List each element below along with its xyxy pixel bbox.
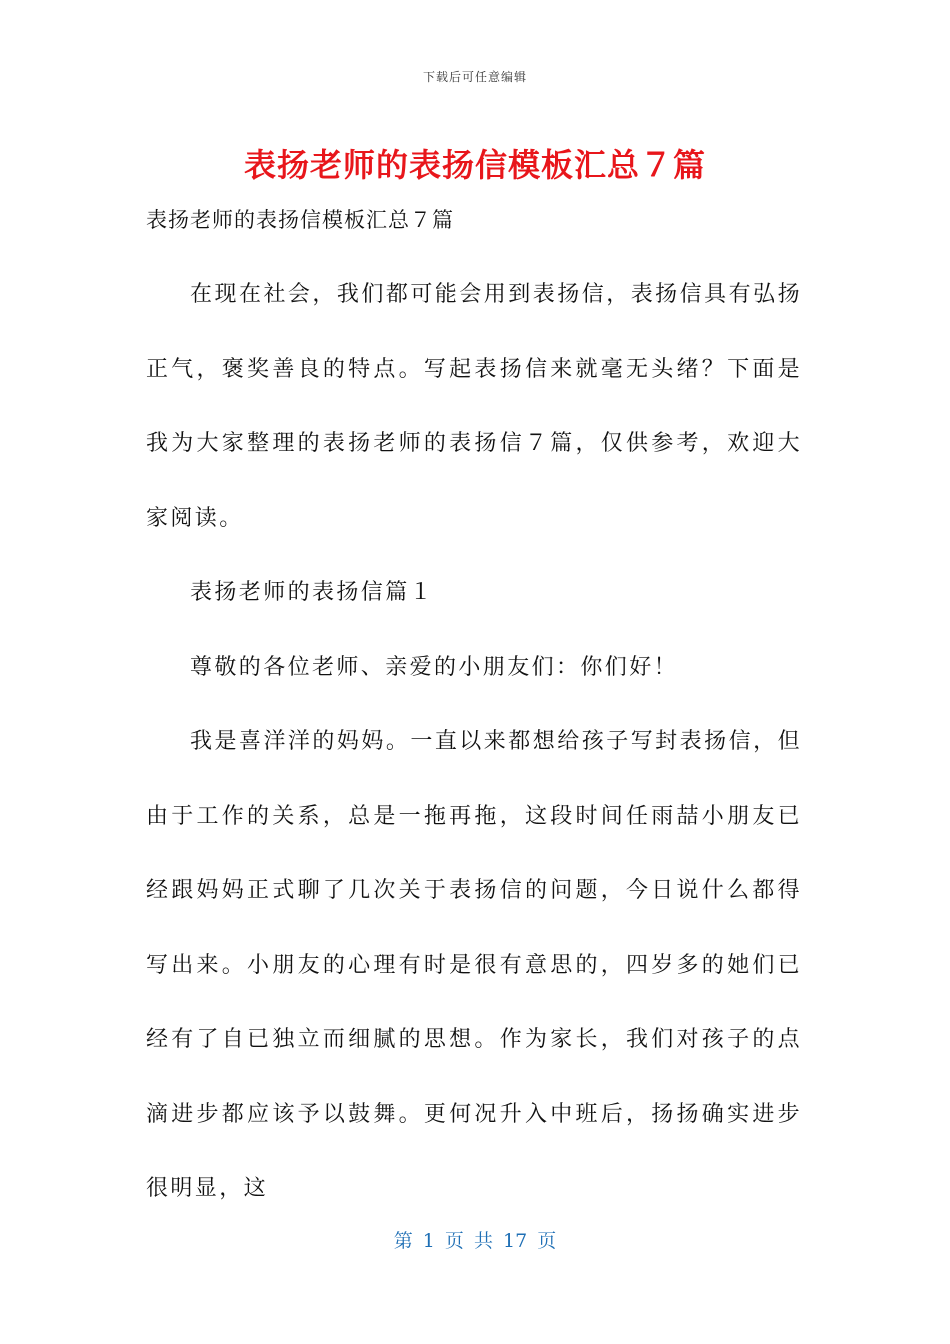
letter-body-paragraph: 我是喜洋洋的妈妈。一直以来都想给孩子写封表扬信，但由于工作的关系，总是一拖再拖，这段时间任雨喆小朋友已经跟妈妈正式聊了几次关于表扬信的问题，今日说什么都得写出来。小朋友的心理有时是很有意思的，四岁多的她们已经有了自已独立而细腻的思想。作为家长，我们对孩子的点滴进步都应该予以鼓舞。更何况升入中班后，扬扬确实进步很明显，这 xyxy=(146,729,802,1201)
salutation-paragraph: 尊敬的各位老师、亲爱的小朋友们：你们好！ xyxy=(190,654,679,680)
document-subtitle: 表扬老师的表扬信模板汇总７篇 xyxy=(146,208,454,232)
page-indicator: 第 1 页 共 17 页 xyxy=(393,1230,557,1252)
intro-paragraph: 在现在社会，我们都可能会用到表扬信，表扬信具有弘扬正气，褒奖善良的特点。写起表扬信来就毫无头绪？下面是我为大家整理的表扬老师的表扬信７篇，仅供参考，欢迎大家阅读。 xyxy=(146,282,802,531)
document-body xyxy=(146,258,802,1227)
document-title: 表扬老师的表扬信模板汇总７篇 xyxy=(243,146,706,184)
header-note: 下载后可任意编辑 xyxy=(422,70,527,84)
section-heading: 表扬老师的表扬信篇１ xyxy=(190,580,435,605)
